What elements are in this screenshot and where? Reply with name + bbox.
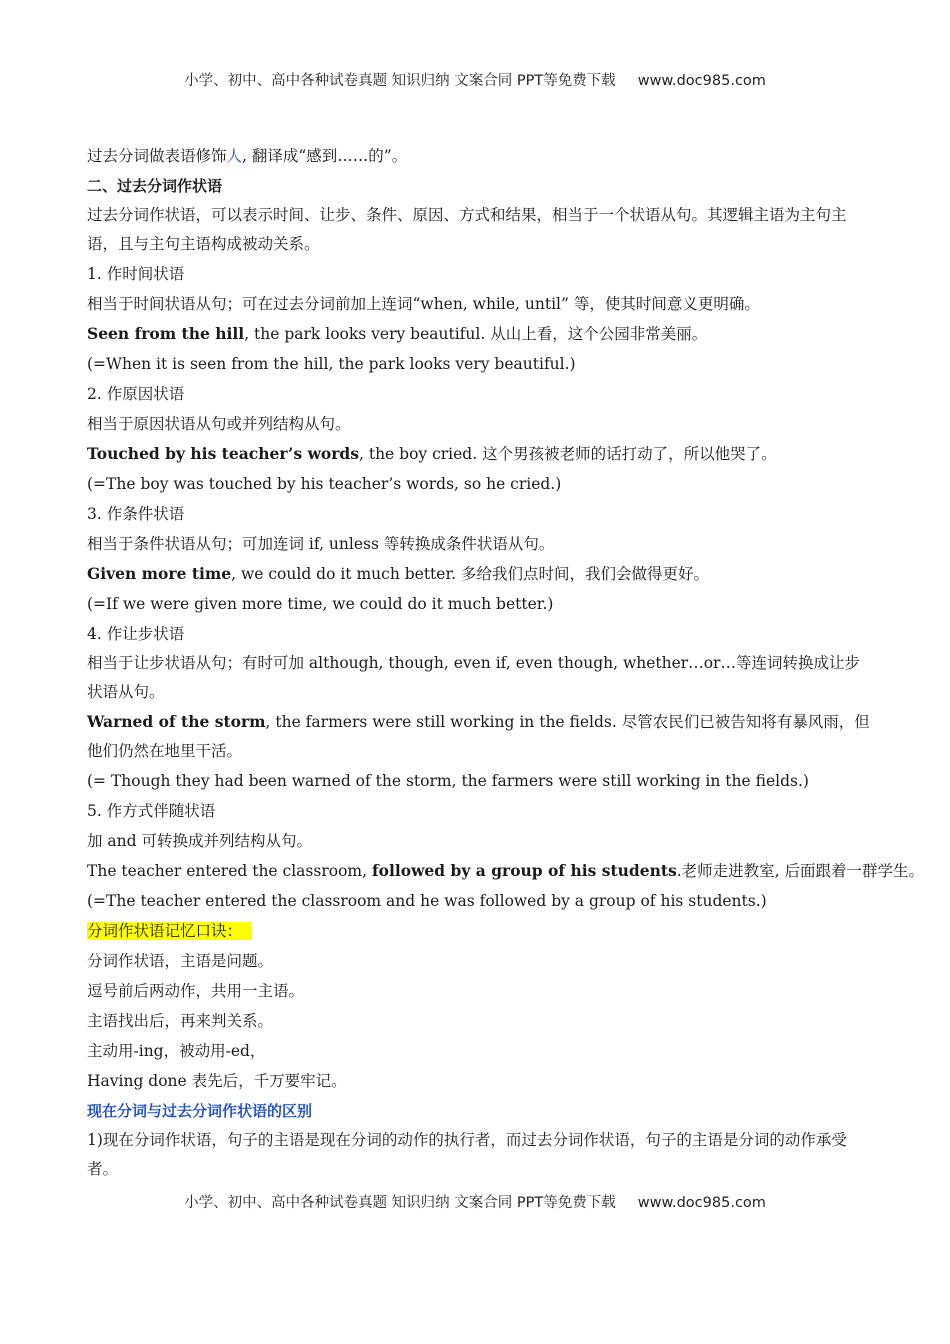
s5-example-rest: .老师走进教室, 后面跟着一群学生。 [676,862,925,880]
mnemonic-title-line [87,916,872,946]
s4-title: 4. 作让步状语 [87,625,185,643]
diff-title: 现在分词与过去分词作状语的区别 [87,1102,313,1120]
s4-example-bold: Warned of the storm [87,712,266,731]
s3-example-rest: , we could do it much better. 多给我们点时间，我们会做得更好。 [231,565,710,583]
mnemonic-line: 逗号前后两动作，共用一主语。 [87,982,305,1000]
s4-desc: 相当于让步状语从句；有时可加 although, though, even if, even though, whether…or…等连词转换成让步状语从句。 [87,654,860,701]
mnemonic-line: 主语找出后，再来判关系。 [87,1012,274,1030]
s5-example-bold: followed by a group of his students [371,861,677,880]
s5-example [87,856,925,886]
s2-desc: 相当于原因状语从句或并列结构从句。 [87,415,351,433]
s1-equivalent: (=When it is seen from the hill, the park looks very beautiful.) [87,355,576,373]
s2-example-bold: Touched by his teacher’s words [87,444,359,463]
s1-example-rest: , the park looks very beautiful. 从山上看，这个公园非常美丽。 [244,325,708,343]
page-header [0,69,950,90]
footer-site[interactable]: www.doc985.com [637,1195,766,1211]
diff-p1: 1)现在分词作状语，句子的主语是现在分词的动作的执行者，而过去分词作状语，句子的主语是分词的动作承受者。 [87,1131,847,1178]
s5-title: 5. 作方式伴随状语 [87,802,216,820]
s4-example-rest: , the farmers were still working in the fields. 尽管农民们已被告知将有暴风雨，但他们仍然在地里干活。 [87,713,870,760]
s1-title: 1. 作时间状语 [87,265,185,283]
intro-line [87,141,872,171]
s1-desc: 相当于时间状语从句；可在过去分词前加上连词“when, while, until” 等，使其时间意义更明确。 [87,295,760,313]
header-site[interactable]: www.doc985.com [637,73,766,89]
mnemonic-title: 分词作状语记忆口诀： [87,922,252,940]
section2-title: 二、过去分词作状语 [87,177,223,195]
s3-title: 3. 作条件状语 [87,505,185,523]
s5-equivalent: (=The teacher entered the classroom and he was followed by a group of his students.) [87,892,767,910]
footer-text: 小学、初中、高中各种试卷真题 知识归纳 文案合同 PPT等免费下载 [184,1195,616,1211]
mnemonic-line: 主动用-ing，被动用-ed， [87,1042,266,1060]
s3-example [87,559,872,589]
s4-equivalent: (= Though they had been warned of the storm, the farmers were still working in the fields.) [87,772,809,790]
s1-example [87,319,872,349]
document-body [87,141,925,1184]
s2-title: 2. 作原因状语 [87,385,185,403]
mnemonic-line: Having done 表先后，千万要牢记。 [87,1072,347,1090]
s5-example-pre: The teacher entered the classroom, [87,862,372,880]
intro-post: , 翻译成“感到……的”。 [242,147,408,165]
intro-person: 人 [226,147,243,165]
s2-example-rest: , the boy cried. 这个男孩被老师的话打动了，所以他哭了。 [358,445,777,463]
s2-example [87,439,872,469]
s5-desc: 加 and 可转换成并列结构从句。 [87,832,313,850]
s1-example-bold: Seen from the hill [87,324,245,343]
mnemonic-line: 分词作状语，主语是问题。 [87,952,274,970]
intro-pre: 过去分词做表语修饰 [87,147,227,165]
s3-equivalent: (=If we were given more time, we could do it much better.) [87,595,554,613]
page-footer [0,1191,950,1212]
header-text: 小学、初中、高中各种试卷真题 知识归纳 文案合同 PPT等免费下载 [184,73,616,89]
s3-example-bold: Given more time [87,564,232,583]
s3-desc: 相当于条件状语从句；可加连词 if, unless 等转换成条件状语从句。 [87,535,555,553]
section2-desc: 过去分词作状语，可以表示时间、让步、条件、原因、方式和结果，相当于一个状语从句。其逻辑主语为主句主语，且与主句主语构成被动关系。 [87,206,847,253]
s4-example [87,707,872,766]
s2-equivalent: (=The boy was touched by his teacher’s words, so he cried.) [87,475,562,493]
